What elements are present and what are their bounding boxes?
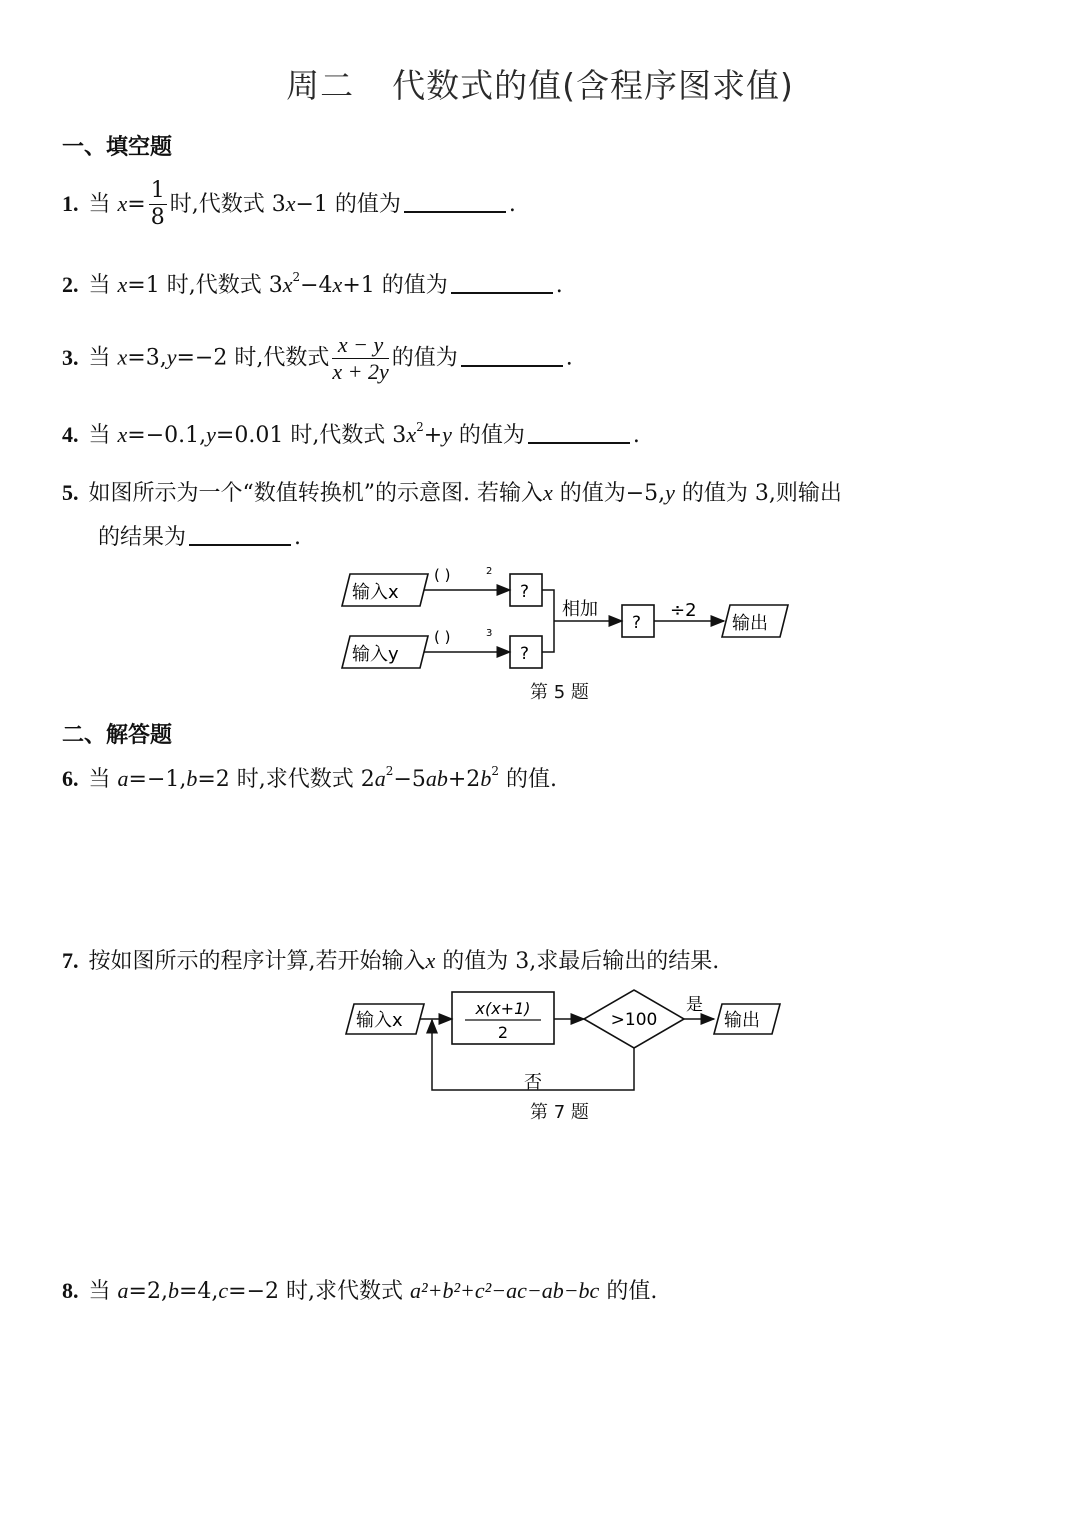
input-x-label: 输入x [352,582,399,603]
output-label: 输出 [732,613,768,634]
title-topic: 代数式的值(含程序图求值) [392,66,794,105]
sum-mark: ? [632,613,642,633]
page-title [0,60,1080,107]
question-3: 3. 当 x=3,y=−2 时,代数式 $\frac{x - y}{x + 2y}$ 的值为 . [62,332,573,384]
answer-blank-3[interactable] [461,364,563,367]
no-label: 否 [524,1072,542,1092]
question-7: 7. 按如图所示的程序计算,若开始输入x 的值为 3,求最后输出的结果. [62,948,720,974]
op-square-exp: 2 [486,566,493,577]
title-week: 周二 [286,66,355,105]
formula-denominator: 2 [497,1023,509,1042]
op-cube-exp: 3 [486,628,493,639]
input-y-label: 输入y [352,644,399,665]
answer-blank-4[interactable] [528,441,630,444]
merge-bracket [542,590,554,652]
question-2: 2. 当 x=1 时,代数式 $3x^2-4x+1$ 的值为 . [62,270,563,298]
add-label: 相加 [562,599,598,620]
question-4: 4. 当 x=−0.1,y=0.01 时,代数式 $3x^2+y$ 的值为 . [62,420,640,448]
question-6: 6. 当 a=−1,b=2 时,求代数式 $2a^2-5ab+2b^2$ 的值. [62,764,557,792]
op-cube-label: ( ) [434,628,451,646]
result-y-mark: ? [520,644,530,664]
figure-7-diagram [340,982,790,1092]
figure-7-caption: 第 7 题 [530,1102,589,1123]
input-label: 输入x [356,1010,403,1031]
fraction-one-eighth: $\frac{1}{8}$ [150,178,165,231]
answer-blank-2[interactable] [451,291,553,294]
divide-label: ÷2 [670,600,697,621]
formula-numerator: x(x+1) [475,999,531,1018]
yes-label: 是 [686,995,703,1015]
op-square-label: ( ) [434,566,451,584]
expression-q8: a²+b²+c²−ac−ab−bc [410,1278,600,1303]
compare-label: >100 [610,1010,658,1030]
answer-blank-5[interactable] [189,543,291,546]
answer-blank-1[interactable] [404,210,506,213]
figure-5-caption: 第 5 题 [530,682,589,703]
section-answer-heading: 二、解答题 [62,723,173,748]
output-label: 输出 [724,1010,760,1031]
question-5: 5. 如图所示为一个“数值转换机”的示意图. 若输入x 的值为−5,y 的值为 3,则输出 [62,480,842,506]
question-1: 1. 当 x= $\frac{1}{8}$ 时,代数式 3x−1 的值为 . [62,178,516,231]
fraction-expression: $\frac{x - y}{x + 2y}$ [332,332,389,384]
section-fill-heading: 一、填空题 [62,135,173,160]
result-x-mark: ? [520,582,530,602]
question-5-line2: 的结果为 . [98,525,302,550]
question-8: 8. 当 a=2,b=4,c=−2 时,求代数式 a²+b²+c²−ac−ab−bc 的值. [62,1278,658,1304]
